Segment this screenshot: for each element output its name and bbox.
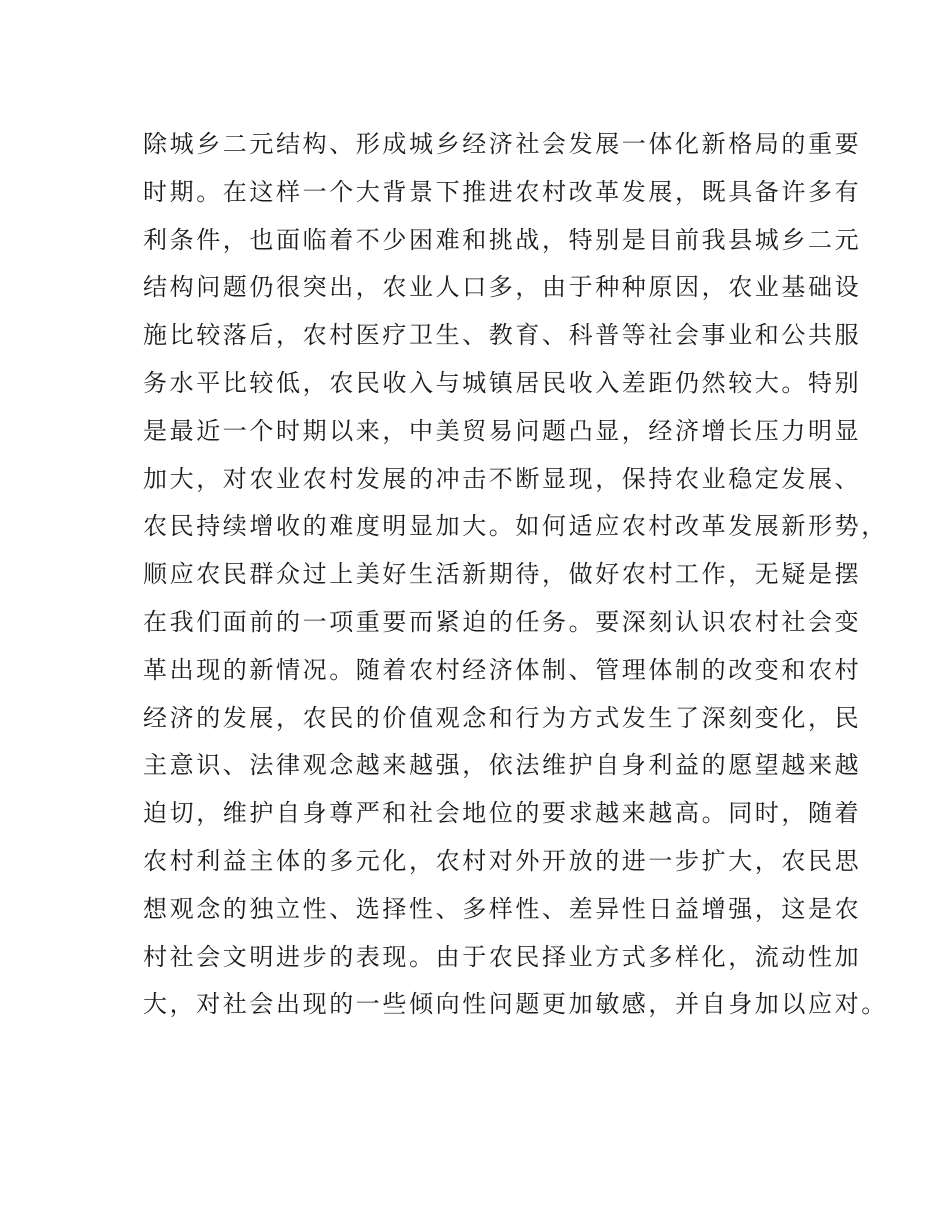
text-line: 村社会文明进步的表现。由于农民择业方式多样化，流动性加 (143, 942, 862, 971)
text-line: 农民持续增收的难度明显加大。如何适应农村改革发展新形势， (143, 512, 888, 541)
text-line: 迫切，维护自身尊严和社会地位的要求越来越高。同时，随着 (143, 799, 862, 828)
text-line: 除城乡二元结构、形成城乡经济社会发展一体化新格局的重要 (143, 130, 862, 158)
text-line: 农村利益主体的多元化，农村对外开放的进一步扩大，农民思 (143, 846, 862, 875)
body-paragraph (143, 121, 888, 1029)
text-line: 施比较落后，农村医疗卫生、教育、科普等社会事业和公共服 (143, 321, 862, 350)
text-line: 利条件，也面临着不少困难和挑战，特别是目前我县城乡二元 (143, 225, 862, 254)
text-line: 顺应农民群众过上美好生活新期待，做好农村工作，无疑是摆 (143, 560, 862, 589)
text-line: 在我们面前的一项重要而紧迫的任务。要深刻认识农村社会变 (143, 607, 862, 636)
text-line: 务水平比较低，农民收入与城镇居民收入差距仍然较大。特别 (143, 368, 862, 397)
text-line: 时期。在这样一个大背景下推进农村改革发展，既具备许多有 (143, 177, 862, 206)
text-line: 主意识、法律观念越来越强，依法维护自身利益的愿望越来越 (143, 751, 862, 780)
text-line: 革出现的新情况。随着农村经济体制、管理体制的改变和农村 (143, 655, 862, 684)
text-line: 大，对社会出现的一些倾向性问题更加敏感，并自身加以应对。 (143, 990, 888, 1019)
text-line: 加大，对农业农村发展的冲击不断显现，保持农业稳定发展、 (143, 464, 862, 493)
text-line: 经济的发展，农民的价值观念和行为方式发生了深刻变化，民 (143, 703, 862, 732)
text-line: 结构问题仍很突出，农业人口多，由于种种原因，农业基础设 (143, 273, 862, 302)
text-line: 想观念的独立性、选择性、多样性、差异性日益增强，这是农 (143, 894, 862, 923)
text-line: 是最近一个时期以来，中美贸易问题凸显，经济增长压力明显 (143, 416, 862, 445)
